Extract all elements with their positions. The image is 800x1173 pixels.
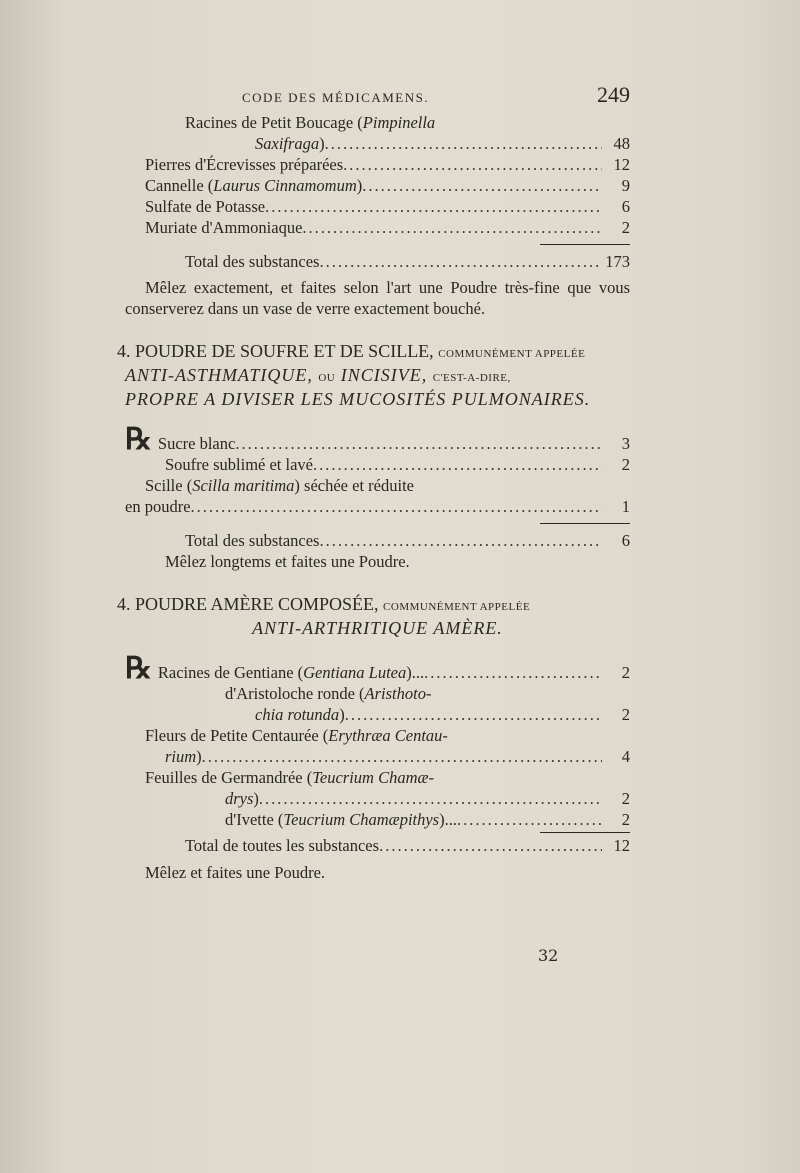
text-block [117,82,630,883]
running-title: CODE DES MÉDICAMENS. [242,90,430,105]
ingredient-row: en poudre ..... 1 [125,496,630,517]
ingredient-qty: 4 [621,747,630,766]
recipe-1 [125,423,630,572]
ingredient-row: ℞ Sucre blanc ..... 3 [125,426,630,454]
page-number: 249 [597,82,630,107]
total-qty: 173 [605,252,630,271]
ingredient-row: Cannelle (Laurus Cinnamomum) ..... 9 [125,175,630,196]
ingredient-row: d'Ivette (Teucrium Chamæpithys)... ..... 2 [125,809,630,830]
total-row: Total des substances ..... 6 [125,530,630,551]
ingredient-row: chia rotunda) ..... 2 [125,704,630,725]
ingredient-row: rium) ..... 4 [125,746,630,767]
section-heading-1: 4. POUDRE DE SOUFRE ET DE SCILLE, COMMUNÉMENT APPELÉE ANTI-ASTHMATIQUE, OU INCISIVE, C'EST-A-DIRE, PROPRE A DIVISER LES MUCOSITÉS PULMONAIRES. [117,341,591,409]
ingredient-row: Saxifraga) ..... 48 [125,133,630,154]
ingredient-row: Pierres d'Écrevisses préparées ..... 12 [125,154,630,175]
ingredient-qty: 9 [621,176,630,195]
total-row: Total de toutes les substances ..... 12 [125,835,630,856]
ingredient-qty: 3 [621,434,630,453]
total-qty: 12 [613,836,630,855]
recipe-symbol-icon: ℞ [125,652,152,685]
ingredient-qty: 1 [621,497,630,516]
total-qty: 6 [621,531,630,550]
section-title: POUDRE DE SOUFRE ET DE SCILLE, [135,341,434,361]
sum-rule [540,832,630,833]
ingredient-row: Sulfate de Potasse ..... 6 [125,196,630,217]
ingredient-qty: 6 [621,197,630,216]
instructions: Mêlez exactement, et faites selon l'art une Poudre très-fine que vous conserverez dans un vase de verre exactement bouché. [125,278,630,318]
ingredient-qty: 2 [621,218,630,237]
ingredient-row: ℞ Racines de Gentiane (Gentiana Lutea)... ..... 2 [125,655,630,683]
recipe-symbol-icon: ℞ [125,423,152,456]
recipe-2 [125,652,630,883]
ingredient-row: Feuilles de Germandrée (Teucrium Chamæ- [145,768,435,787]
ingredient-qty: 12 [613,155,630,174]
ingredient-qty: 2 [621,455,630,474]
section-number: 4. [117,341,131,361]
section-number: 4. [117,594,131,614]
sum-rule [540,244,630,245]
signature-mark: 32 [538,946,559,965]
recipe-prev [125,112,630,319]
section-heading-2: 4. POUDRE AMÈRE COMPOSÉE, COMMUNÉMENT APPELÉE ANTI-ARTHRITIQUE AMÈRE. [117,594,531,638]
instructions: Mêlez longtems et faites une Poudre. [165,552,410,571]
ingredient-qty: 2 [621,705,630,724]
ingredient-row: drys) ..... 2 [125,788,630,809]
ingredient-row: Fleurs de Petite Centaurée (Erythræa Centau- [145,726,448,745]
instructions: Mêlez et faites une Poudre. [145,863,326,882]
ingredient-row: Muriate d'Ammoniaque ..... 2 [125,217,630,238]
ingredient-qty: 48 [613,134,630,153]
ingredient-qty: 2 [621,810,630,829]
ingredient-row: Scille (Scilla maritima) séchée et réduite [145,476,414,495]
sum-rule [540,523,630,524]
section-title: POUDRE AMÈRE COMPOSÉE, [135,594,379,614]
ingredient-qty: 2 [621,789,630,808]
ingredient-row: Racines de Petit Boucage ( Pimpinella [185,113,436,132]
total-row: Total des substances ..... 173 [125,251,630,272]
running-head [242,84,630,108]
ingredient-row: Soufre sublimé et lavé ..... 2 [125,454,630,475]
ingredient-qty: 2 [621,663,630,682]
ingredient-row: d'Aristoloche ronde (Aristhoto- [225,684,432,703]
